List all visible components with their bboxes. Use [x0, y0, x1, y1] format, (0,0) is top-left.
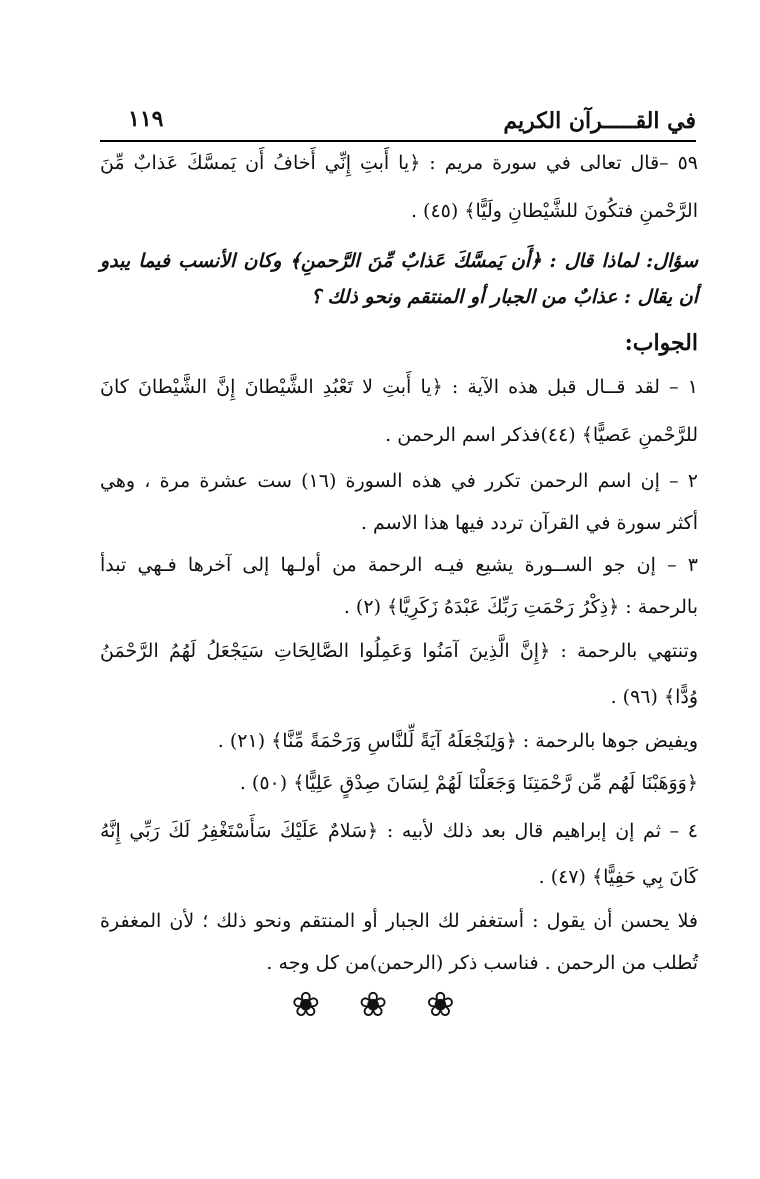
item-59-line-2: الرَّحْمنِ فتكُونَ للشَّيْطانِ ولَيًّا﴾ (٤٥) .: [410, 200, 698, 222]
point-3-overflow-line: ويفيض جوها بالرحمة : ﴿وَلِنَجْعَلَهُ آيَةً لِّلنَّاسِ وَرَحْمَةً مِّنَّا﴾ (٢١) .: [217, 730, 698, 752]
question-line-1: سؤال: لماذا قال : ﴿أَن يَمسَّكَ عَذابٌ مِّنَ الرَّحمنِ﴾ وكان الأنسب فيما يبدو: [100, 250, 698, 272]
point-2-line-1: ٢ – إن اسم الرحمن تكرر في هذه السورة (١٦) ست عشرة مرة ، وهي: [100, 470, 698, 492]
item-59-line-1: ٥٩ –قال تعالى في سورة مريم : ﴿يا أَبتِ إِنِّي أَخافُ أَن يَمسَّكَ عَذابٌ مِّنَ: [100, 152, 698, 174]
point-3-line-2: بالرحمة : ﴿ذِكْرُ رَحْمَتِ رَبِّكَ عَبْدَهُ زَكَرِيَّا﴾ (٢) .: [343, 596, 698, 618]
point-4-line-1: ٤ – ثم إن إبراهيم قال بعد ذلك لأبيه : ﴿سَلامٌ عَلَيْكَ سَأَسْتَغْفِرُ لَكَ رَبِّي إِنَّهُ: [100, 820, 698, 842]
flower-ornament-icon: ❀: [291, 985, 334, 1025]
page-number: ١١٩: [128, 106, 164, 132]
point-1-line-1: ١ – لقد قــال قبل هذه الآية : ﴿يا أَبتِ لا تَعْبُدِ الشَّيْطانَ إِنَّ الشَّيْطانَ كانَ: [100, 376, 698, 398]
point-3-line-1: ٣ – إن جو الســورة يشيع فيـه الرحمة من أولـها إلى آخرها فـهي تبدأ: [100, 554, 698, 576]
point-3-end-line-2: وُدًّا﴾ (٩٦) .: [610, 686, 698, 708]
point-3-end-line-1: وتنتهي بالرحمة : ﴿إِنَّ الَّذِينَ آمَنُوا وَعَمِلُوا الصَّالِحَاتِ سَيَجْعَلُ لَهُمُ الرَّحْمَنُ: [100, 640, 698, 662]
question-line-2: أن يقال : عذابٌ من الجبار أو المنتقم ونحو ذلك ؟: [310, 286, 698, 308]
flower-ornament-icon: ❀: [426, 985, 469, 1025]
running-title: في القـــــرآن الكريم: [503, 108, 696, 134]
conclusion-line-2: تُطلب من الرحمن . فناسب ذكر (الرحمن)من كل وجه .: [266, 952, 698, 974]
verse-50-line: ﴿وَوَهَبْنَا لَهُم مِّن رَّحْمَتِنَا وَجَعَلْنَا لَهُمْ لِسَانَ صِدْقٍ عَلِيًّا﴾ (٥٠) .: [239, 772, 698, 794]
answer-heading: الجواب:: [624, 330, 698, 356]
point-4-line-2: كَانَ بِي حَفِيًّا﴾ (٤٧) .: [538, 866, 698, 888]
point-2-line-2: أكثر سورة في القرآن تردد فيها هذا الاسم .: [360, 512, 698, 534]
header-divider: [100, 140, 696, 142]
point-1-line-2: للرَّحْمنِ عَصيًّا﴾ (٤٤)فذكر اسم الرحمن .: [385, 424, 698, 446]
conclusion-line-1: فلا يحسن أن يقول : أستغفر لك الجبار أو المنتقم ونحو ذلك ؛ لأن المغفرة: [100, 910, 698, 932]
section-end-ornaments: [0, 985, 760, 1025]
page-header: [100, 104, 696, 140]
flower-ornament-icon: ❀: [358, 985, 402, 1025]
